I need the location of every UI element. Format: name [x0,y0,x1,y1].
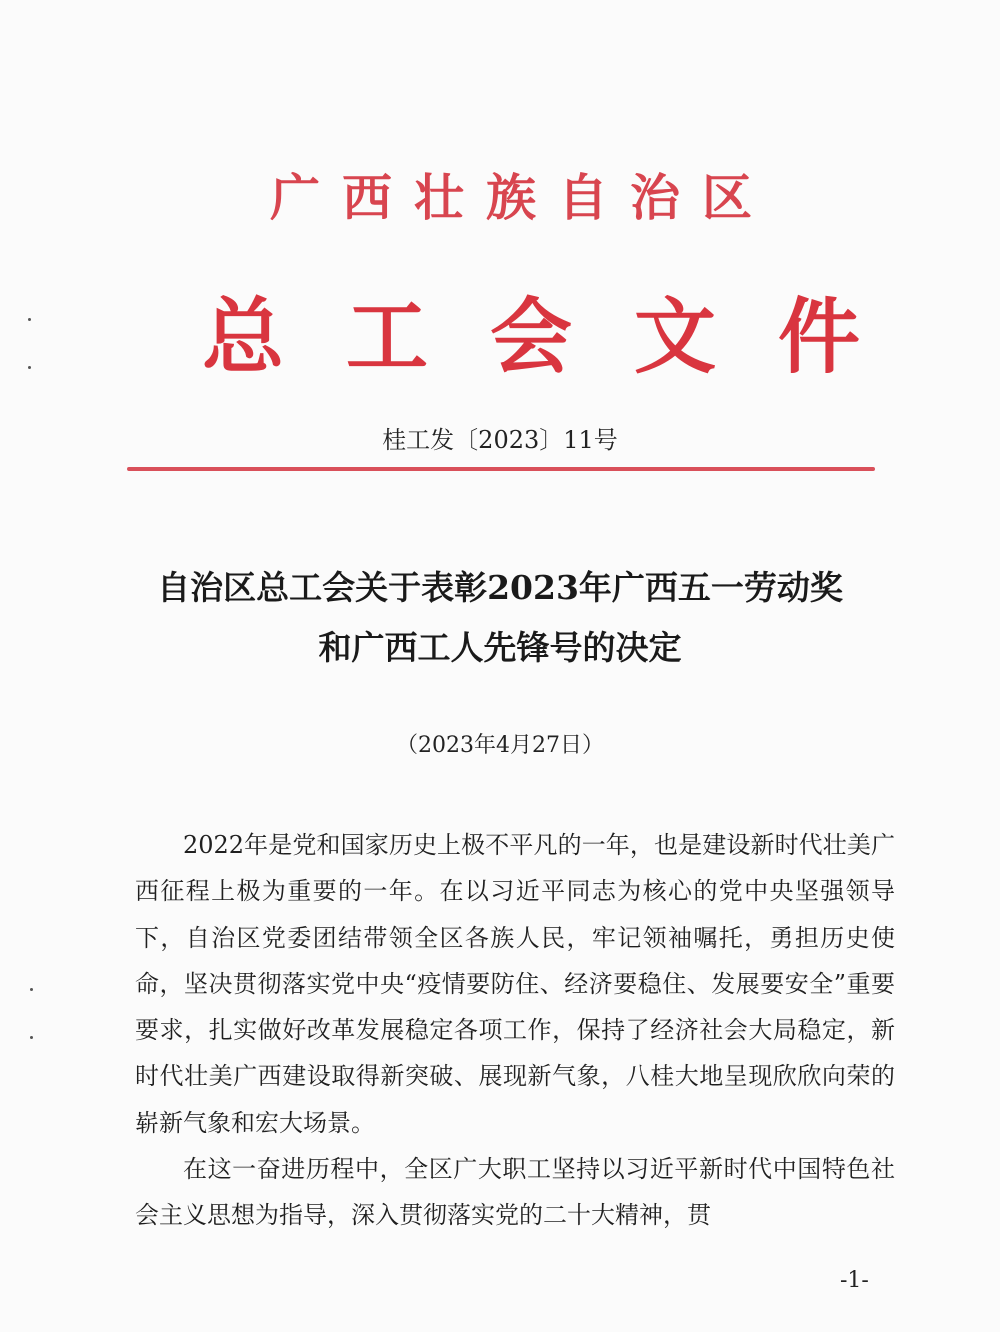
document-title-line-2: 和广西工人先锋号的决定 [318,628,682,667]
page-number: -1- [840,1268,869,1293]
red-divider-line [127,467,875,471]
document-date: （2023年4月27日） [396,733,604,758]
document-number: 桂工发〔2023〕11号 [382,426,618,454]
issuing-organization-region: 广西壮族自治区 [270,168,774,227]
issuing-organization-document-type: 总工会文件 [201,289,922,385]
document-title [0,558,1000,678]
document-title-line-1: 自治区总工会关于表彰2023年广西五一劳动奖 [157,568,843,607]
body-paragraph: 在这一奋进历程中，全区广大职工坚持以习近平新时代中国特色社会主义思想为指导，深入贯彻落实党的二十大精神，贯 [135,1155,895,1230]
document-body [135,822,895,1239]
scan-speck [30,1036,33,1039]
scan-speck [30,988,33,991]
body-paragraph: 2022年是党和国家历史上极不平凡的一年，也是建设新时代壮美广西征程上极为重要的一年。在以习近平同志为核心的党中央坚强领导下，自治区党委团结带领全区各族人民，牢记领袖嘱托，勇担历史使命，坚决贯彻落实党中央“疫情要防住、经济要稳住、发展要安全”重要要求，扎实做好改革发展稳定各项工作，保持了经济社会大局稳定，新时代壮美广西建设取得新突破、展现新气象，八桂大地呈现欣欣向荣的崭新气象和宏大场景。 [135,831,895,1137]
